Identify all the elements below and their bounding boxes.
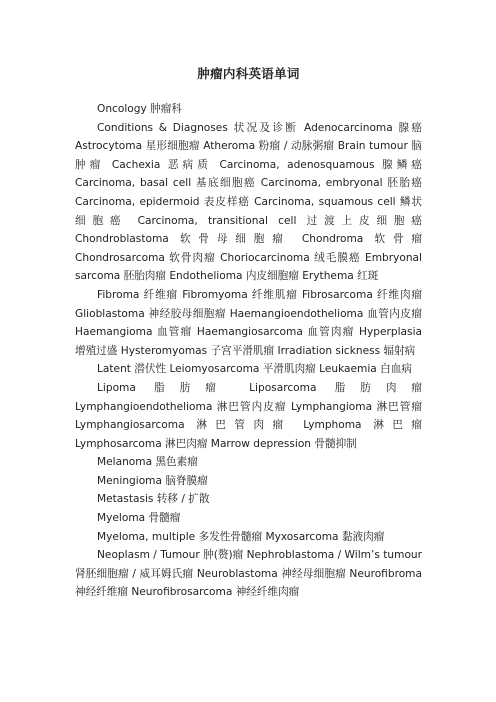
paragraph-neoplasm: Neoplasm / Tumour 肿(赘)瘤 Nephroblastoma / Wilm’s tumour 肾胚细胞瘤 / 威耳姆氏瘤 Neuroblastoma 神经母细胞瘤 Neurofibroma 神经纤维瘤 Neurofibrosarcoma 神经纤维肉瘤 — [75, 549, 422, 599]
paragraph-myeloma: Myeloma 骨髓瘤 — [97, 512, 181, 525]
paragraph-metastasis: Metastasis 转移 / 扩散 — [97, 493, 210, 506]
paragraph-melanoma: Melanoma 黑色素瘤 — [97, 456, 198, 469]
paragraph-conditions: Conditions & Diagnoses 状况及诊断 Adenocarcinoma 腺癌 Astrocytoma 星形细胞瘤 Atheroma 粉瘤 / 动脉粥瘤 Brain tumour 脑肿瘤 Cachexia 恶病质 Carcinoma, adenosquamous 腺鳞癌 Carcinoma, basal cell 基底细胞癌 Carcinoma, embryonal 胚胎癌 Carcinoma, epidermoid 表皮样癌 Carcinoma, squamous cell 鳞状细胞癌 Carcinoma, transitional cell 过渡上皮细胞癌 Chondroblastoma 软骨母细胞瘤 Chondroma 软骨瘤 Chondrosarcoma 软骨肉瘤 Choriocarcinoma 绒毛膜癌 Embryonal sarcoma 胚胎肉瘤 Endothelioma 内皮细胞瘤 Erythema 红斑 — [75, 121, 422, 283]
paragraph-fibroma: Fibroma 纤维瘤 Fibromyoma 纤维肌瘤 Fibrosarcoma 纤维肉瘤 Glioblastoma 神经胶母细胞瘤 Haemangioendothelioma 血管内皮瘤 Haemangioma 血管瘤 Haemangiosarcoma 血管肉瘤 Hyperplasia 增殖过盛 Hysteromyomas 子宫平滑肌瘤 Irradiation sickness 辐射病 — [75, 288, 422, 357]
paragraph-meningioma: Meningioma 脑脊膜瘤 — [97, 474, 208, 487]
paragraph-oncology: Oncology 肿瘤科 — [97, 103, 182, 115]
paragraph-myeloma-multiple: Myeloma, multiple 多发性骨髓瘤 Myxosarcoma 黏液肉瘤 — [97, 530, 385, 543]
document-title: 肿瘤内科英语单词 — [197, 66, 300, 81]
paragraph-lipoma: Lipoma 脂肪瘤 Liposarcoma 脂肪肉瘤 Lymphangioendothelioma 淋巴管内皮瘤 Lymphangioma 淋巴管瘤 Lymphangiosarcoma 淋巴管肉瘤 Lymphoma 淋巴瘤 Lymphosarcoma 淋巴肉瘤 Marrow depression 骨髓抑制 — [75, 381, 422, 450]
paragraph-latent: Latent 潜伏性 Leiomyosarcoma 平滑肌肉瘤 Leukaemia 白血病 — [97, 363, 412, 376]
